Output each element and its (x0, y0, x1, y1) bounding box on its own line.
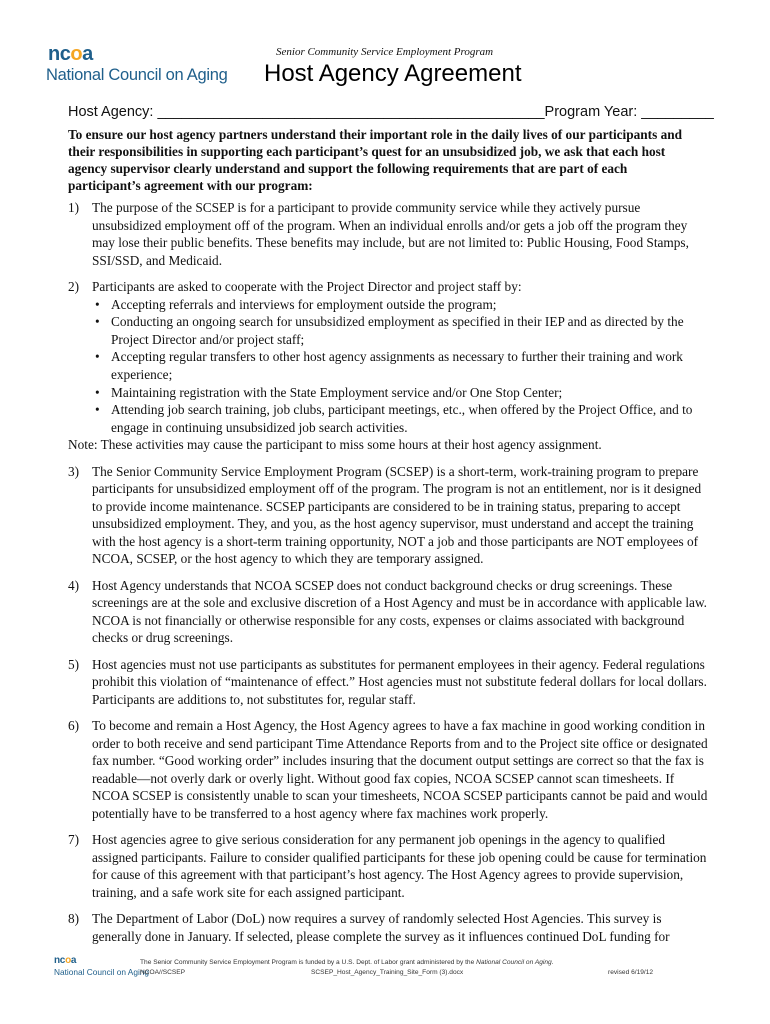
item-number: 4) (68, 577, 80, 593)
footer-filename: SCSEP_Host_Agency_Training_Site_Form (3).docx (311, 969, 464, 976)
footer-funding-org: National Council on Aging. (476, 959, 554, 966)
item-text: The Department of Labor (DoL) now requires a survey of randomly selected Host Agencies. This survey is generally done in January. If selected, please complete the survey as it influences continued DoL funding for (92, 911, 670, 944)
item-text: Host agencies must not use participants as substitutes for permanent employees in their agency. Federal regulations prohibit this violation of “maintenance of effect.” Host agencies must not substitute federal dollars for local dollars. Participants are additions to, not substitutes for, regular staff. (92, 656, 707, 707)
item-number: 7) (68, 832, 80, 848)
requirement-item (68, 656, 710, 709)
item-number: 3) (68, 463, 80, 479)
intro-paragraph: To ensure our host agency partners understand their important role in the daily lives of our participants and their responsibilities in supporting each participant’s quest for an unsubsidized job, we ask that each host agency supervisor clearly understand and support the following requirements that are part of each participant’s agreement with our program: (68, 127, 683, 193)
bullet-item: • Accepting referrals and interviews for employment outside the program; (92, 296, 710, 314)
requirement-item (68, 199, 710, 269)
item-number: 6) (68, 718, 80, 733)
ncoa-logo (46, 44, 246, 88)
logo-full-name: National Council on Aging (46, 66, 228, 84)
footer-logo-full-name: National Council on Aging (54, 967, 150, 977)
bullet-item: • Accepting regular transfers to other host agency assignments as necessary to further their training and work experience; (92, 348, 710, 383)
requirements-list (68, 199, 710, 954)
bullet-item: • Maintaining registration with the State Employment service and/or One Stop Center; (92, 384, 710, 402)
item-text: The purpose of the SCSEP is for a participant to provide community service while they actively pursue unsubsidized employment off of the program. When an individual enrolls and/or gets a job off the program they may lose their public benefits. These benefits may include, but are not limited to: Public Housing, Food Stamps, SSI/SSD, and Medicaid. (92, 200, 689, 268)
program-name: Senior Community Service Employment Program (276, 46, 494, 58)
footer-funding (140, 959, 554, 966)
item-note: Note: These activities may cause the participant to miss some hours at their host agency assignment. (68, 437, 602, 453)
footer-revised: revised 6/19/12 (608, 969, 654, 976)
bullet-item: • Conducting an ongoing search for unsubsidized employment as specified in their IEP and as directed by the Project Director and/or project staff; (92, 313, 710, 348)
item-text: Host Agency understands that NCOA SCSEP does not conduct background checks or drug screenings. These screenings are at the sole and exclusive discretion of a Host Agency and must be in accordance with applicable law. NCOA is not financially or otherwise responsible for any costs, expenses or claims associated with background checks or drug screenings. (92, 577, 708, 646)
footer-logo-short: ncoa (54, 955, 77, 966)
bullet-list (92, 296, 710, 437)
item-text: To become and remain a Host Agency, the Host Agency agrees to have a fax machine in good working condition in order to both receive and send participant Time Attendance Reports from and to the Project site office or designated fax number. “Good working order” includes insuring that the document output settings are correct so that the fax is readable—not overly dark or overly light. Without good fax copies, NCOA SCSEP cannot scan timesheets. If NCOA SCSEP is consistently unable to scan your timesheets, NCOA SCSEP participants cannot be paid and would potentially have to be transferred to a host agency where fax machines work properly. (92, 718, 708, 821)
footer-logo (54, 955, 150, 978)
requirement-item (68, 910, 710, 945)
footer-left: NCOA//SCSEP (140, 969, 186, 976)
requirement-item (68, 463, 710, 569)
requirement-item (68, 278, 710, 454)
item-number: 1) (68, 200, 80, 215)
requirement-item (68, 577, 710, 647)
logo-short: ncoa (48, 43, 93, 65)
item-number: 8) (68, 911, 80, 927)
requirement-item (68, 831, 710, 901)
footer-funding-text: The Senior Community Service Employment Program is funded by a U.S. Dept. of Labor grant administered by the (140, 959, 477, 966)
host-agency-line: Host Agency: ________________________________________________Program Year: _________ (68, 104, 714, 120)
requirement-item (68, 717, 710, 823)
item-text: Host agencies agree to give serious consideration for any permanent job openings in the agency to qualified assigned participants. Failure to consider qualified participants for these job opening could be cause for termination for cause of this agreement with that participant’s host agency. The Host Agency agrees to provide supervision, training, and a safe work site for each assigned participant. (92, 832, 707, 900)
bullet-item: • Attending job search training, job clubs, participant meetings, etc., when offered by the Project Office, and to engage in continuing unsubsidized job search activities. (92, 401, 710, 436)
item-text: The Senior Community Service Employment Program (SCSEP) is a short-term, work-training program to prepare participants for unsubsidized employment off of the program. The program is not an entitlement, nor is it designed to provide income maintenance. SCSEP participants are considered to be in training status, preparing to accept unsubsidized employment. They, and you, as the host agency supervisor, must understand and accept the training with the host agency is a short-term training opportunity, NOT a job and those participants are NOT employees of NCOA, SCSEP, or the host agency to which they are temporary assigned. (92, 463, 702, 567)
item-number: 5) (68, 656, 80, 672)
page-title: Host Agency Agreement (264, 60, 522, 87)
item-text: Participants are asked to cooperate with the Project Director and project staff by: (92, 278, 522, 294)
item-number: 2) (68, 278, 80, 294)
